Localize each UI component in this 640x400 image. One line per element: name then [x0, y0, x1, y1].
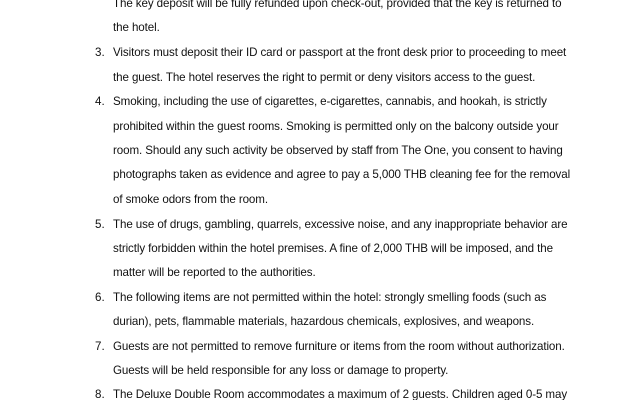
item-3-line-2: the guest. The hotel reserves the right to permit or deny visitors access to the guest. [113, 71, 536, 84]
item-6-line-1: The following items are not permitted within the hotel: strongly smelling foods (such as [113, 291, 547, 304]
item-3-line-1: Visitors must deposit their ID card or passport at the front desk prior to proceeding to meet [113, 46, 567, 59]
item-8-number: 8. [95, 388, 105, 400]
item-7-line-1: Guests are not permitted to remove furniture or items from the room without authorization. [113, 340, 565, 353]
item-2-line-1: The key deposit will be fully refunded upon check-out, provided that the key is returned to [113, 0, 562, 10]
item-6-line-2: durian), pets, flammable materials, hazardous chemicals, explosives, and weapons. [113, 315, 535, 328]
item-3-number: 3. [95, 46, 105, 59]
item-8-line-1: The Deluxe Double Room accommodates a maximum of 2 guests. Children aged 0-5 may [113, 388, 568, 400]
item-4-line-3: room. Should any such activity be observed by staff from The One, you consent to having [113, 144, 563, 157]
item-4-line-4: photographs taken as evidence and agree to pay a 5,000 THB cleaning fee for the removal [113, 168, 571, 181]
item-4-number: 4. [95, 95, 105, 108]
item-5-line-1: The use of drugs, gambling, quarrels, excessive noise, and any inappropriate behavior are [113, 218, 568, 231]
item-4-line-5: of smoke odors from the room. [113, 193, 268, 206]
item-4-line-1: Smoking, including the use of cigarettes, e-cigarettes, cannabis, and hookah, is strictly [113, 95, 547, 108]
item-5-number: 5. [95, 218, 105, 231]
item-7-line-2: Guests will be held responsible for any loss or damage to property. [113, 364, 449, 377]
item-7-number: 7. [95, 340, 105, 353]
item-5-line-2: strictly forbidden within the hotel premises. A fine of 2,000 THB will be imposed, and the [113, 242, 553, 255]
item-5-line-3: matter will be reported to the authorities. [113, 266, 316, 279]
item-4-line-2: prohibited within the guest rooms. Smoking is permitted only on the balcony outside your [113, 120, 559, 133]
item-2-line-2: the hotel. [113, 21, 160, 34]
item-6-number: 6. [95, 291, 105, 304]
